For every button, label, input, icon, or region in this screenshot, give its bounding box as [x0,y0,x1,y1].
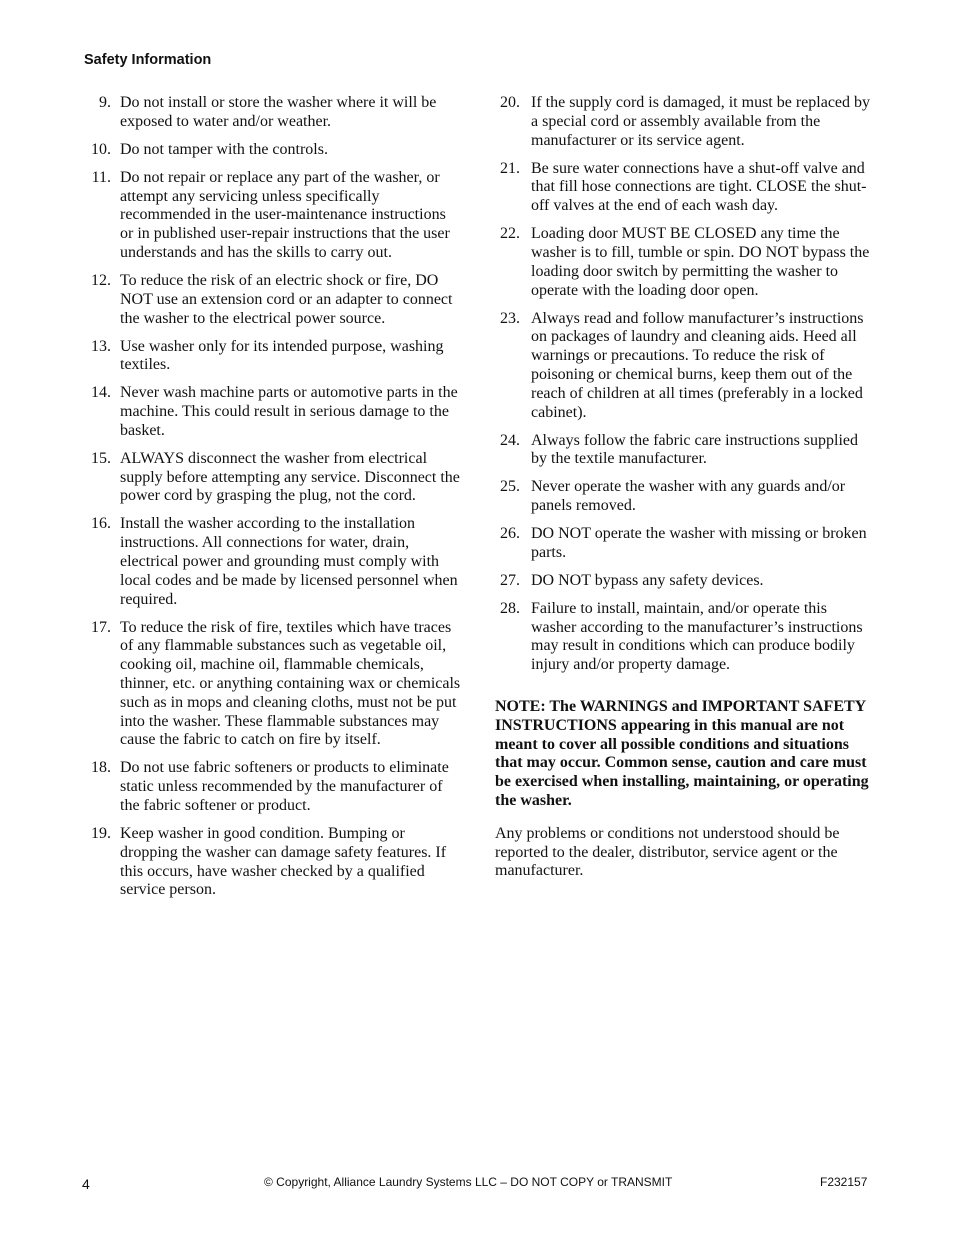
item-text: Install the washer according to the installation instructions. All connections for water, drain, electrical power and grounding must comply with local codes and be made by licensed personnel when required. [120,515,458,608]
reporting-paragraph: Any problems or conditions not understood should be reported to the dealer, distributor, service agent or the manufacturer. [495,824,840,880]
list-item [495,310,870,423]
item-number: 26. [500,525,520,543]
item-text: DO NOT bypass any safety devices. [531,571,764,589]
section-header: Safety Information [84,52,212,68]
list-item [84,272,462,328]
item-text: Always read and follow manufacturer’s instructions on packages of laundry and cleaning aids. Heed all warnings or precautions. To reduce the risk of poisoning or chemical burns, keep them out of the reach of children at all times (preferably in a locked cabinet). [531,309,864,421]
item-text: Do not use fabric softeners or products to eliminate static unless recommended by the manufacturer of the fabric softener or product. [120,759,449,814]
item-number: 27. [500,571,520,589]
item-number: 12. [91,271,111,289]
list-item [495,478,870,516]
item-number: 16. [91,515,111,533]
item-number: 21. [500,159,520,177]
right-column [495,94,870,881]
list-item [84,384,462,440]
item-number: 25. [500,478,520,496]
left-column [84,94,462,909]
item-text: If the supply cord is damaged, it must be replaced by a special cord or assembly available from the manufacturer or its service agent. [531,94,871,149]
list-item [84,94,462,132]
list-item [84,338,462,376]
item-number: 13. [91,337,111,355]
document-code: F232157 [820,1175,868,1189]
item-text: To reduce the risk of fire, textiles which have traces of any flammable substances such as vegetable oil, cooking oil, machine oil, flammable chemicals, thinner, etc. or anything containing wax or chemicals such as in mops and cleaning cloths, must not be put into the washer. These flammable substances may cause the fabric to catch on fire by itself. [120,618,461,749]
page-number: 4 [82,1176,90,1192]
item-number: 15. [91,449,111,467]
list-item [495,94,870,150]
item-text: Do not tamper with the controls. [120,140,328,158]
item-text: ALWAYS disconnect the washer from electrical supply before attempting any service. Disconnect the power cord by grasping the plug, not the cord. [120,449,460,505]
item-text: Loading door MUST BE CLOSED any time the washer is to fill, tumble or spin. DO NOT bypass the loading door switch by permitting the washer to operate with the loading door open. [531,225,870,299]
item-number: 22. [500,225,520,243]
list-item [84,825,462,900]
item-text: Use washer only for its intended purpose, washing textiles. [120,337,444,374]
item-number: 18. [91,759,111,777]
item-number: 23. [500,309,520,327]
item-number: 28. [500,599,520,617]
list-item [84,450,462,506]
list-item [495,572,870,591]
item-number: 10. [91,140,111,158]
list-item [84,619,462,751]
item-number: 24. [500,431,520,449]
item-text: Never operate the washer with any guards and/or panels removed. [531,478,846,515]
safety-note: NOTE: The WARNINGS and IMPORTANT SAFETY INSTRUCTIONS appearing in this manual are not meant to cover all possible conditions and situations that may occur. Common sense, caution and care must be exercised when installing, maintaining, or operating the washer. [495,698,869,809]
list-item [84,169,462,263]
list-item [495,525,870,563]
list-item [495,600,870,675]
item-text: Never wash machine parts or automotive parts in the machine. This could result in serious damage to the basket. [120,384,458,439]
item-number: 17. [91,618,111,636]
item-number: 20. [500,94,520,111]
item-text: Keep washer in good condition. Bumping or dropping the washer can damage safety features. If this occurs, have washer checked by a qualified service person. [120,824,447,899]
item-text: Failure to install, maintain, and/or operate this washer according to the manufacturer’s instructions may result in conditions which can produce bodily injury and/or property damage. [531,599,863,674]
list-item [84,759,462,815]
list-item [495,432,870,470]
list-item [84,141,462,160]
safety-list-right [495,94,870,675]
item-text: Always follow the fabric care instructions supplied by the textile manufacturer. [531,431,859,468]
list-item [495,225,870,300]
copyright-notice: © Copyright, Alliance Laundry Systems LLC – DO NOT COPY or TRANSMIT [264,1175,673,1189]
list-item [84,515,462,609]
item-text: Be sure water connections have a shut-off valve and that fill hose connections are tight. CLOSE the shut-off valves at the end of each wash day. [531,159,867,215]
item-number: 9. [99,94,111,111]
item-number: 19. [91,824,111,842]
item-text: Do not repair or replace any part of the washer, or attempt any servicing unless specifically recommended in the user-maintenance instructions or in published user-repair instructions that the user understands and has the skills to carry out. [120,168,450,261]
item-number: 11. [91,168,111,186]
list-item [495,160,870,216]
item-number: 14. [91,384,111,402]
safety-list-left [84,94,462,900]
item-text: DO NOT operate the washer with missing or broken parts. [531,525,867,561]
item-text: To reduce the risk of an electric shock or fire, DO NOT use an extension cord or an adapter to connect the washer to the electrical power source. [120,271,453,327]
item-text: Do not install or store the washer where it will be exposed to water and/or weather. [120,94,437,130]
